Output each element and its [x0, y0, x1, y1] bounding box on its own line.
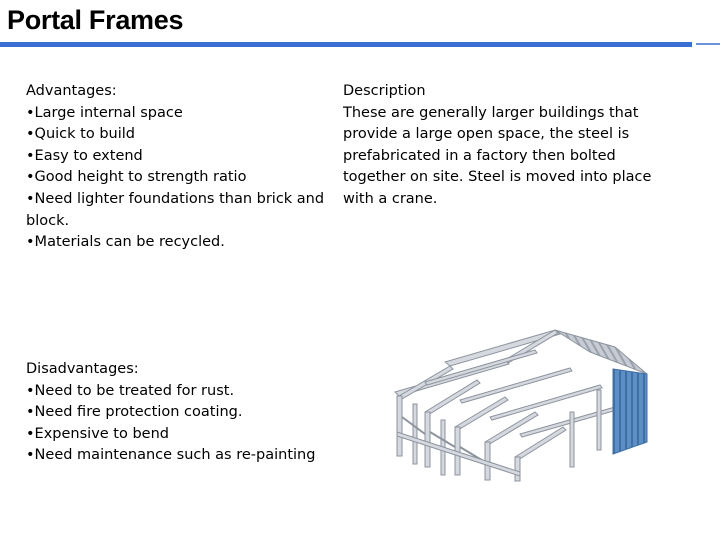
advantage-item: •Quick to build [26, 126, 135, 143]
advantages-heading: Advantages: [26, 83, 117, 99]
steel-portal-frame-illustration [385, 322, 675, 482]
description-heading: Description [343, 83, 426, 99]
disadvantages-section [26, 359, 326, 467]
disadvantage-item: •Expensive to bend [26, 425, 169, 442]
advantage-item: •Large internal space [26, 104, 183, 121]
advantage-item: •Need lighter foundations than brick and block. [26, 190, 325, 229]
description-text: These are generally larger buildings that provide a large open space, the steel is prefabricated in a factory then bolted together on site. Steel is moved into place with a crane. [343, 104, 652, 207]
advantage-item: •Materials can be recycled. [26, 234, 225, 251]
description-section [343, 81, 673, 211]
title-underline [0, 42, 692, 47]
advantage-item: •Good height to strength ratio [26, 169, 247, 186]
advantage-item: •Easy to extend [26, 147, 143, 164]
disadvantage-item: •Need fire protection coating. [26, 404, 243, 421]
title-underline-tail [696, 43, 720, 45]
disadvantages-heading: Disadvantages: [26, 361, 139, 377]
disadvantage-item: •Need to be treated for rust. [26, 382, 235, 399]
advantages-section [26, 81, 326, 254]
page-title: Portal Frames [7, 5, 184, 35]
disadvantage-item: •Need maintenance such as re-painting [26, 447, 316, 464]
